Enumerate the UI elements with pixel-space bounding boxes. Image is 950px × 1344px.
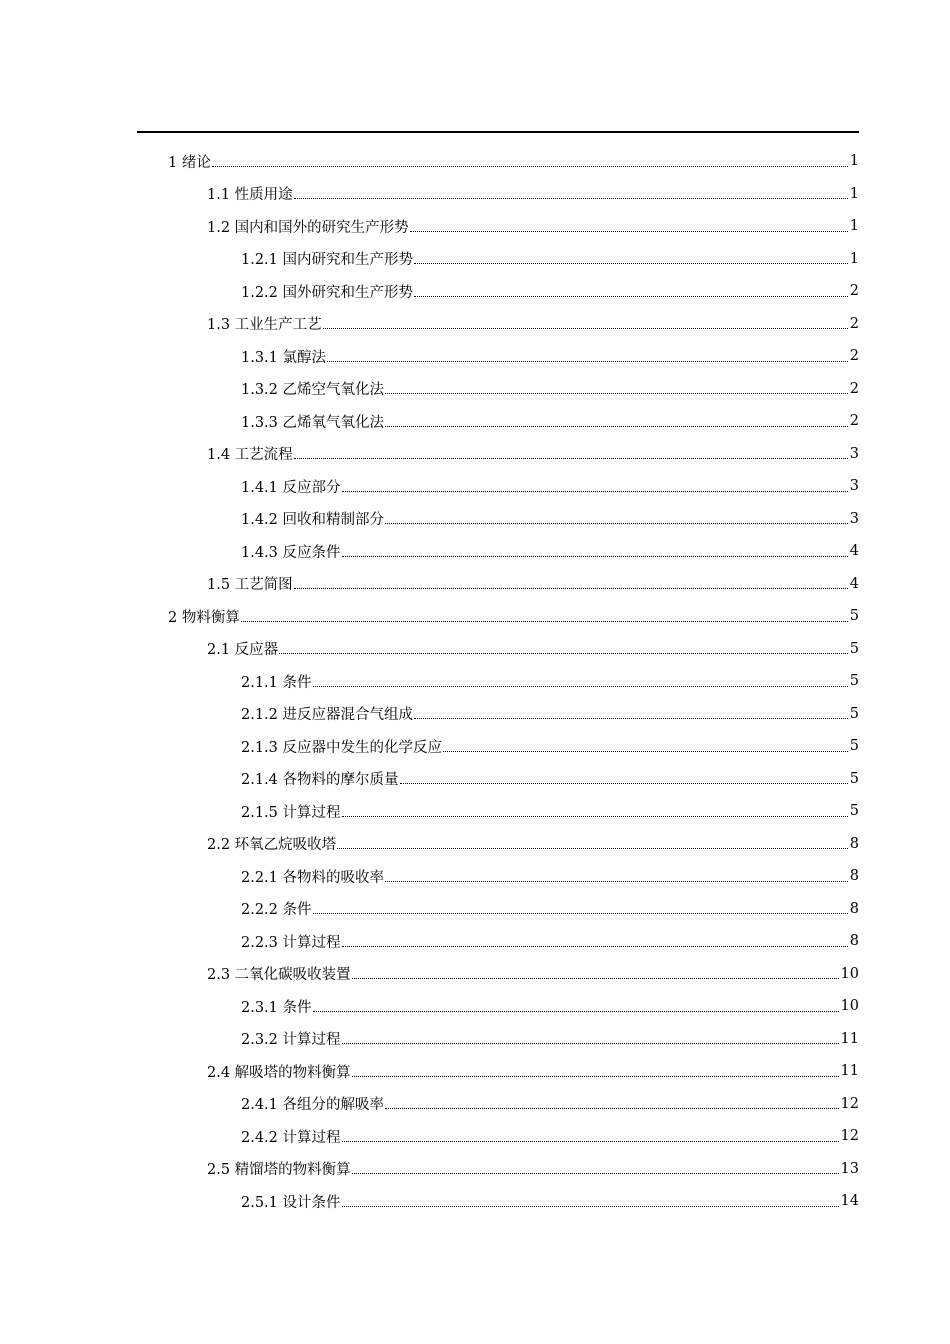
toc-entry-title: 2.1.1 条件 (241, 674, 312, 691)
toc-entry-title: 1.4.3 反应条件 (241, 544, 341, 561)
toc-page-number: 1 (849, 218, 859, 235)
toc-page-number: 10 (840, 965, 859, 982)
toc-page-number: 3 (849, 445, 859, 462)
toc-entry-title: 2.5.1 设计条件 (241, 1194, 341, 1211)
toc-entry-level-2[interactable] (0, 828, 950, 861)
toc-entry-level-3[interactable] (0, 275, 950, 308)
toc-entry-title: 1.4.2 回收和精制部分 (241, 512, 385, 529)
toc-dot-leader (313, 685, 848, 687)
toc-entry-level-3[interactable] (0, 860, 950, 893)
toc-entry-level-2[interactable] (0, 210, 950, 243)
toc-entry-title: 1.3.1 氯醇法 (241, 349, 327, 366)
toc-entry-title: 2.4.2 计算过程 (241, 1129, 341, 1146)
toc-entry-title: 2.1.4 各物料的摩尔质量 (241, 772, 399, 789)
toc-entry-level-3[interactable] (0, 243, 950, 276)
toc-dot-leader (385, 522, 848, 524)
toc-entry-title: 1.4 工艺流程 (207, 447, 293, 464)
toc-page-number: 2 (849, 380, 859, 397)
toc-entry-level-3[interactable] (0, 373, 950, 406)
toc-entry-level-2[interactable] (0, 958, 950, 991)
toc-entry-level-2[interactable] (0, 178, 950, 211)
toc-page-number: 12 (840, 1128, 859, 1145)
toc-entry-title: 2.2 环氧乙烷吸收塔 (207, 837, 337, 854)
toc-entry-level-2[interactable] (0, 438, 950, 471)
toc-entry-title: 1.2.1 国内研究和生产形势 (241, 252, 414, 269)
toc-entry-title: 1.4.1 反应部分 (241, 479, 341, 496)
toc-dot-leader (443, 750, 848, 752)
toc-page-number: 5 (849, 640, 859, 657)
toc-dot-leader (352, 1172, 839, 1174)
toc-dot-leader (294, 197, 848, 199)
toc-dot-leader (410, 230, 848, 232)
toc-entry-title: 2.2.2 条件 (241, 902, 312, 919)
toc-dot-leader (414, 262, 848, 264)
toc-page-number: 5 (849, 673, 859, 690)
toc-page-number: 1 (849, 153, 859, 170)
toc-page-number: 4 (849, 575, 859, 592)
toc-page-number: 1 (849, 185, 859, 202)
toc-entry-title: 2.3 二氧化碳吸收装置 (207, 967, 351, 984)
toc-page-number: 13 (840, 1160, 859, 1177)
toc-entry-title: 2.1.2 进反应器混合气组成 (241, 707, 414, 724)
toc-entry-title: 2.1 反应器 (207, 642, 279, 659)
toc-entry-level-3[interactable] (0, 470, 950, 503)
toc-entry-level-3[interactable] (0, 925, 950, 958)
toc-dot-leader (342, 1140, 839, 1142)
toc-dot-leader (342, 555, 848, 557)
toc-dot-leader (352, 977, 839, 979)
toc-entry-title: 2.2.1 各物料的吸收率 (241, 869, 385, 886)
toc-page-number: 5 (849, 738, 859, 755)
toc-entry-level-2[interactable] (0, 633, 950, 666)
toc-entry-title: 2.4.1 各组分的解吸率 (241, 1097, 385, 1114)
header-rule (137, 131, 859, 133)
toc-dot-leader (385, 880, 848, 882)
toc-dot-leader (352, 1075, 839, 1077)
toc-page-number: 2 (849, 413, 859, 430)
toc-entry-level-3[interactable] (0, 1023, 950, 1056)
toc-dot-leader (400, 782, 848, 784)
toc-entry-title: 1.2 国内和国外的研究生产形势 (207, 219, 409, 236)
toc-page-number: 4 (849, 543, 859, 560)
toc-entry-title: 2 物料衡算 (168, 609, 240, 626)
toc-entry-level-3[interactable] (0, 698, 950, 731)
toc-page-number: 10 (840, 998, 859, 1015)
toc-page-number: 2 (849, 283, 859, 300)
toc-entry-title: 1 绪论 (168, 154, 211, 171)
toc-dot-leader (241, 620, 848, 622)
toc-page-number: 8 (849, 835, 859, 852)
toc-dot-leader (342, 490, 848, 492)
toc-dot-leader (313, 1010, 839, 1012)
toc-dot-leader (323, 327, 848, 329)
toc-entry-title: 2.4 解吸塔的物料衡算 (207, 1064, 351, 1081)
toc-dot-leader (385, 425, 848, 427)
toc-page-number: 11 (840, 1063, 859, 1080)
toc-dot-leader (327, 360, 848, 362)
toc-entry-title: 1.3.2 乙烯空气氧化法 (241, 382, 385, 399)
toc-dot-leader (414, 717, 848, 719)
toc-entry-title: 2.1.3 反应器中发生的化学反应 (241, 739, 443, 756)
toc-entry-level-3[interactable] (0, 763, 950, 796)
toc-dot-leader (342, 1042, 839, 1044)
toc-entry-title: 2.1.5 计算过程 (241, 804, 341, 821)
toc-page-number: 2 (849, 348, 859, 365)
toc-page-number: 12 (840, 1095, 859, 1112)
toc-page-number: 8 (849, 933, 859, 950)
toc-dot-leader (279, 652, 848, 654)
toc-entry-title: 2.3.1 条件 (241, 999, 312, 1016)
toc-dot-leader (342, 945, 848, 947)
toc-dot-leader (337, 847, 848, 849)
toc-entry-level-3[interactable] (0, 795, 950, 828)
toc-entry-level-3[interactable] (0, 503, 950, 536)
toc-page-number: 8 (849, 868, 859, 885)
toc-entry-level-3[interactable] (0, 405, 950, 438)
toc-page-number: 2 (849, 315, 859, 332)
toc-entry-level-2[interactable] (0, 308, 950, 341)
toc-page-number: 5 (849, 705, 859, 722)
toc-dot-leader (294, 457, 848, 459)
toc-entry-level-1[interactable] (0, 145, 950, 178)
toc-entry-level-3[interactable] (0, 1120, 950, 1153)
toc-entry-level-1[interactable] (0, 600, 950, 633)
toc-entry-level-2[interactable] (0, 1153, 950, 1186)
toc-page-number: 8 (849, 900, 859, 917)
toc-entry-title: 2.5 精馏塔的物料衡算 (207, 1162, 351, 1179)
toc-entry-title: 1.5 工艺简图 (207, 577, 293, 594)
toc-entry-level-2[interactable] (0, 1055, 950, 1088)
toc-page-number: 3 (849, 478, 859, 495)
toc-entry-level-3[interactable] (0, 1088, 950, 1121)
toc-entry-level-3[interactable] (0, 990, 950, 1023)
toc-dot-leader (385, 392, 848, 394)
toc-page-number: 5 (849, 608, 859, 625)
toc-entry-level-3[interactable] (0, 893, 950, 926)
toc-page-number: 1 (849, 250, 859, 267)
toc-entry-level-3[interactable] (0, 1185, 950, 1218)
toc-dot-leader (313, 912, 848, 914)
toc-page-number: 5 (849, 770, 859, 787)
toc-page-number: 3 (849, 510, 859, 527)
toc-dot-leader (414, 295, 848, 297)
toc-entry-level-3[interactable] (0, 730, 950, 763)
toc-dot-leader (385, 1107, 839, 1109)
toc-page-number: 14 (840, 1193, 859, 1210)
toc-entry-title: 1.3 工业生产工艺 (207, 317, 322, 334)
toc-dot-leader (342, 1205, 839, 1207)
toc-dot-leader (342, 815, 848, 817)
toc-entry-level-3[interactable] (0, 665, 950, 698)
toc-entry-title: 1.2.2 国外研究和生产形势 (241, 284, 414, 301)
toc-entry-level-3[interactable] (0, 535, 950, 568)
toc-dot-leader (212, 165, 848, 167)
toc-entry-title: 1.1 性质用途 (207, 187, 293, 204)
toc-entry-level-2[interactable] (0, 568, 950, 601)
toc-dot-leader (294, 587, 848, 589)
toc-page-number: 5 (849, 803, 859, 820)
toc-page-number: 11 (840, 1030, 859, 1047)
toc-entry-title: 2.2.3 计算过程 (241, 934, 341, 951)
toc-entry-level-3[interactable] (0, 340, 950, 373)
table-of-contents (0, 145, 950, 1218)
toc-entry-title: 1.3.3 乙烯氧气氧化法 (241, 414, 385, 431)
toc-entry-title: 2.3.2 计算过程 (241, 1032, 341, 1049)
